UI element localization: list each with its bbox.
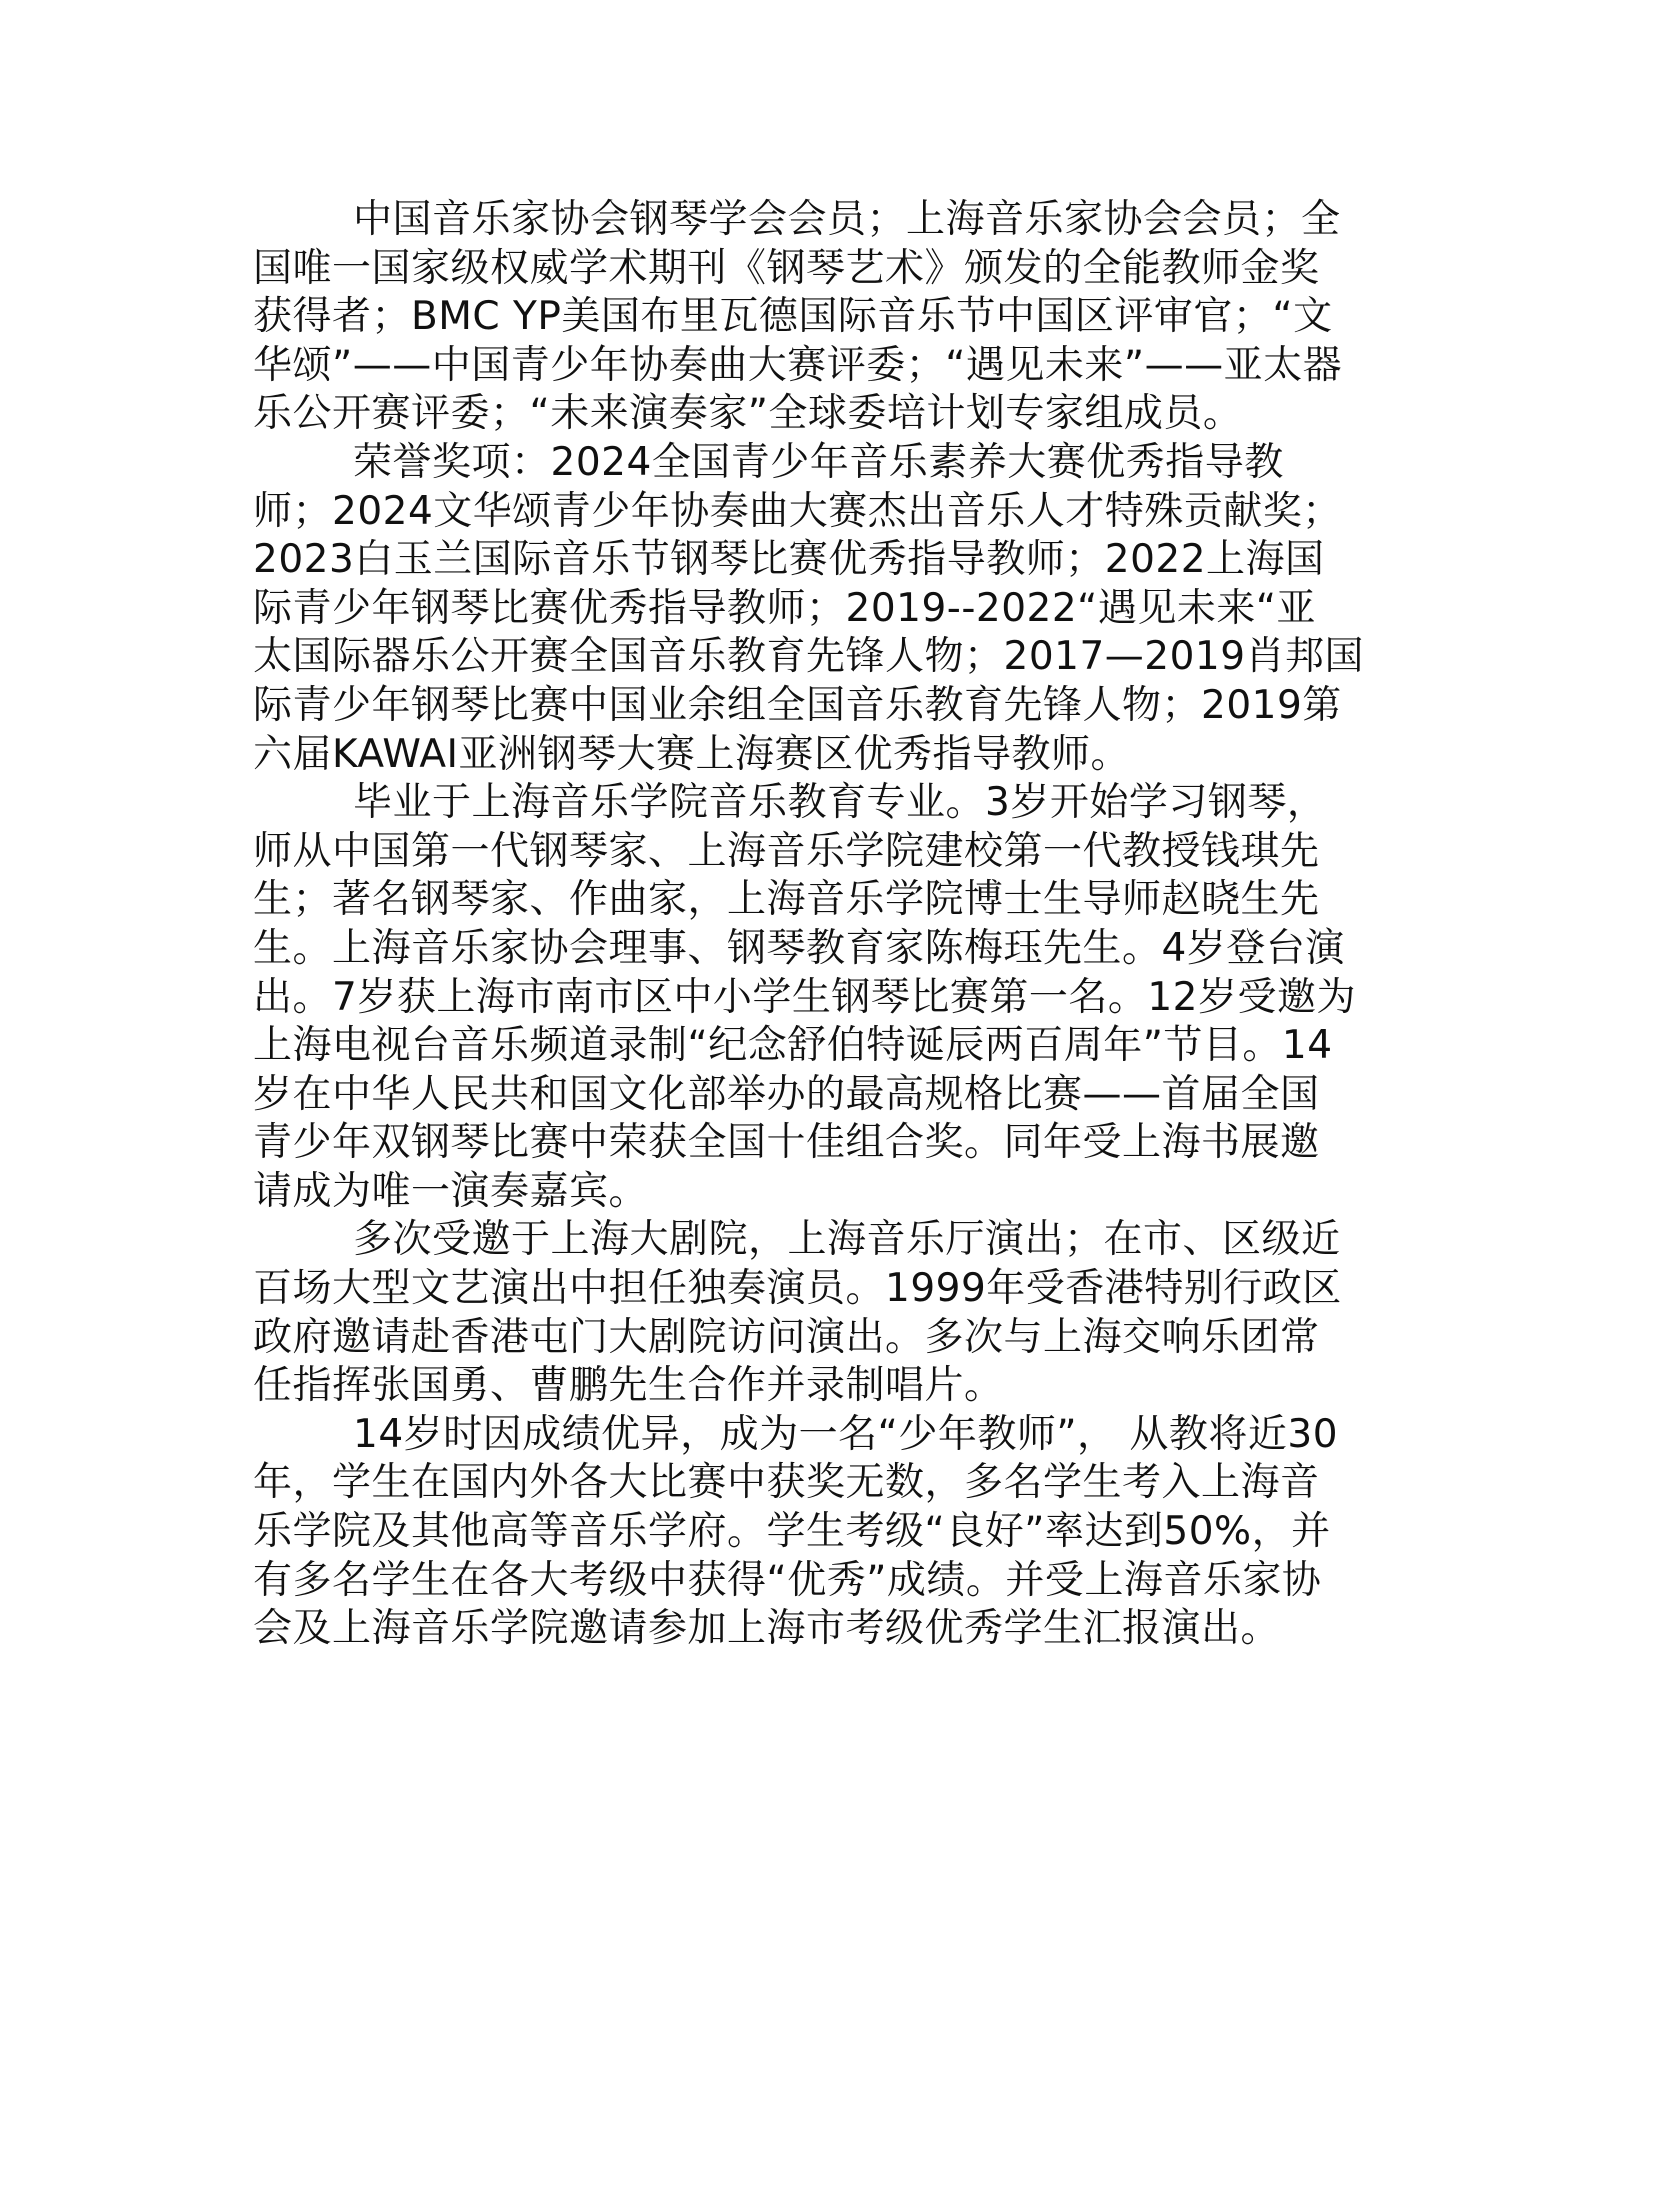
paragraph-honors: 荣誉奖项：2024全国青少年音乐素养大赛优秀指导教 师；2024文华颂青少年协奏曲大赛杰出音乐人才特殊贡献奖； 2023白玉兰国际音乐节钢琴比赛优秀指导教师；2022上海国 际青少年钢琴比赛优秀指导教师；2019--2022“遇见未来“亚 太国际器乐公开赛全国音乐教育先锋人物；2017—2019肖邦国 际青少年钢琴比赛中国业余组全国音乐教育先锋人物；2019第 六届KAWAI亚洲钢琴大赛上海赛区优秀指导教师。: [253, 439, 1365, 777]
document-body: [253, 196, 1403, 1654]
paragraph-membership: 中国音乐家协会钢琴学会会员；上海音乐家协会会员；全 国唯一国家级权威学术期刊《钢琴艺术》颁发的全能教师金奖 获得者；BMC YP美国布里瓦德国际音乐节中国区评审官；“文 华颂”——中国青少年协奏曲大赛评委；“遇见未来”——亚太器 乐公开赛评委；“未来演奏家”全球委培计划专家组成员。: [253, 197, 1343, 437]
paragraph-teaching: 14岁时因成绩优异，成为一名“少年教师”， 从教将近30 年，学生在国内外各大比赛中获奖无数，多名学生考入上海音 乐学院及其他高等音乐学府。学生考级“良好”率达到50%，并 有多名学生在各大考级中获得“优秀”成绩。并受上海音乐家协 会及上海音乐学院邀请参加上海市考级优秀学生汇报演出。: [253, 1411, 1339, 1652]
paragraph-education: 毕业于上海音乐学院音乐教育专业。3岁开始学习钢琴， 师从中国第一代钢琴家、上海音乐学院建校第一代教授钱琪先 生；著名钢琴家、作曲家，上海音乐学院博士生导师赵晓生先 生。上海音乐家协会理事、钢琴教育家陈梅珏先生。4岁登台演 出。7岁获上海市南市区中小学生钢琴比赛第一名。12岁受邀为 上海电视台音乐频道录制“纪念舒伯特诞辰两百周年”节目。14 岁在中华人民共和国文化部举办的最高规格比赛——首届全国 青少年双钢琴比赛中荣获全国十佳组合奖。同年受上海书展邀 请成为唯一演奏嘉宾。: [253, 780, 1356, 1214]
paragraph-performances: 多次受邀于上海大剧院，上海音乐厅演出；在市、区级近 百场大型文艺演出中担任独奏演员。1999年受香港特别行政区 政府邀请赴香港屯门大剧院访问演出。多次与上海交响乐团常 任指挥张国勇、曹鹏先生合作并录制唱片。: [253, 1217, 1342, 1409]
